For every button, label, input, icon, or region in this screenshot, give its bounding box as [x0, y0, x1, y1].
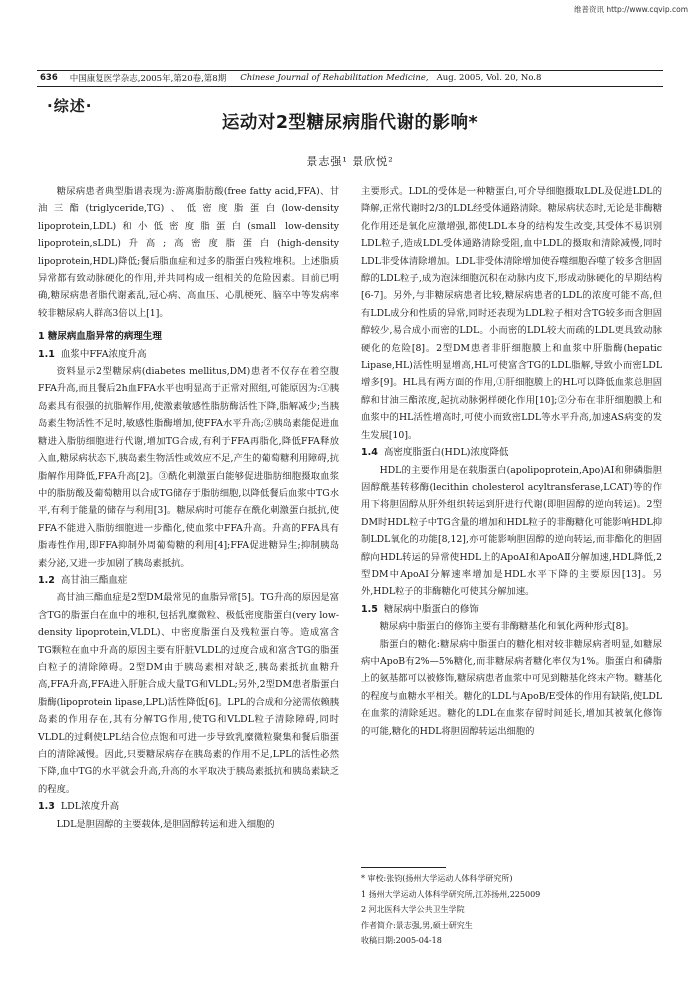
- paragraph: 资料显示2型糖尿病(diabetes mellitus,DM)患者不仅存在着空腹FFA升高,而且餐后2h血FFA水平也明显高于正常对照组,可能原因为:①胰岛素具有很强的抗脂解作用,使激素敏感性脂肪酶活性下降,脂解减少;当胰岛素生物活性不足时,敏感性脂酶增加,使FFA水平升高;②胰岛素能促进血糖进入脂肪细胞进行代谢,增加TG合成,有利于FFA再脂化,降低FFA释放入血,糖尿病状态下,胰岛素生物活性或效应不足,产生的葡萄糖利用障碍,抗脂解作用降低,FFA升高[2]。③酰化刺激蛋白能够促进脂肪细胞摄取血浆中的脂肪酸及葡萄糖用以合成TG储存于脂肪细胞,以降低餐后血浆中TG水平,有利于能量的储存与利用[3]。糖尿病时可能存在酰化刺激蛋白抵抗,使FFA不能进入脂肪细胞进一步酯化,使血浆中FFA升高。升高的FFA具有脂毒性作用,即FFA抑制外周葡萄糖的利用[4];FFA促进糖异生;抑制胰岛素分泌,又进一步加剧了胰岛素抵抗。: [38, 366, 339, 569]
- right-column: [361, 183, 662, 740]
- footnote-affiliation-2: 2 河北医科大学公共卫生学院: [361, 905, 465, 914]
- paragraph: LDL是胆固醇的主要载体,是胆固醇转运和进入细胞的: [56, 818, 275, 830]
- subsection-title: 糖尿病中脂蛋白的修饰: [383, 603, 479, 615]
- subsection-title: 高密度脂蛋白(HDL)浓度降低: [383, 447, 509, 459]
- watermark: 维普资讯 http://www.cqvip.com: [573, 5, 688, 14]
- subsection-title: 高甘油三酯血症: [60, 574, 128, 586]
- paragraph: HDL的主要作用是在载脂蛋白(apolipoprotein,Apo)AI和卵磷脂胆固醇酰基转移酶(lecithin cholesterol acyltransferase,LCAT)等的作用下将胆固醇从肝外组织转运到肝进行代谢(即胆固醇的逆向转运)。2型DM时HDL粒子中TG含量的增加和HDL粒子的非酶糖化可能影响HDL抑制LDL氧化的功能[8,12],亦可能影响胆固醇的逆向转运,而非酯化的胆固醇向HDL转运的异常使HDL上的ApoAI和ApoAⅡ分解加速,HDL降低,2型DM中ApoAI分解速率增加是HDL水平下降的主要原因[13]。另外,HDL粒子的非酶糖化可使其分解加速。: [361, 464, 662, 598]
- subsection-number: 1.3: [38, 801, 55, 813]
- subsection-heading: [38, 798, 339, 815]
- subsection-heading: [38, 572, 339, 589]
- footnote-rule: [361, 867, 446, 868]
- subsection-heading: [361, 601, 662, 618]
- left-column: [38, 183, 339, 833]
- footnote-author-bio: 作者简介:景志强,男,硕士研究生: [361, 920, 473, 930]
- issue-info-en: Aug. 2005, Vol. 20, No.8: [436, 73, 542, 83]
- footnote-affiliation-1: 1 扬州大学运动人体科学研究所,江苏扬州,225009: [361, 889, 541, 899]
- subsection-title: 血浆中FFA浓度升高: [60, 348, 147, 360]
- subsection-title: LDL浓度升高: [60, 801, 120, 813]
- author-line: 景志强¹ 景欣悦²: [306, 155, 394, 168]
- section-tag: ·综述·: [47, 97, 93, 115]
- paragraph: 脂蛋白的糖化:糖尿病中脂蛋白的糖化相对较非糖尿病者明显,如糖尿病中ApoB有2%—5%糖化,而非糖尿病者糖化率仅为1%。脂蛋白和磷脂上的氨基都可以被修饰,糖尿病患者血浆中可见到糖基化终末产物。糖基化的程度与血糖水平相关。糖化的LDL与ApoB/E受体的作用有缺陷,使LDL在血浆的清除延迟。糖化的LDL在血浆存留时间延长,增加其被氧化修饰的可能,糖化的HDL将胆固醇转运出细胞的: [361, 638, 662, 737]
- paragraph: 主要形式。LDL的受体是一种糖蛋白,可介导细胞摄取LDL及促进LDL的降解,正常代谢时2/3的LDL经受体通路清除。糖尿病状态时,无论是非酶糖化作用还是氧化应激增强,都使LDL本身的结构发生改变,其受体不易识别LDL粒子,造成LDL受体通路清除受阻,血中LDL的摄取和清除减慢,同时LDL非受体清除增加。LDL非受体清除增加使吞噬细胞吞噬了较多含胆固醇的LDL粒子,成为泡沫细胞沉积在动脉内皮下,形成动脉硬化的早期结构[6-7]。另外,与非糖尿病患者比较,糖尿病患者的LDL的浓度可能不高,但有LDL成分和性质的异常,同时还表现为LDL粒子相对含TG较多而含胆固醇较少,易合成小而密的LDL。小而密的LDL较大而疏的LDL更具致动脉硬化的危险[8]。2型DM患者非肝细胞膜上和血浆中肝脂酶(hepatic Lipase,HL)活性明显增高,HL可使富含TG的LDL脂解,导致小而密LDL增多[9]。HL具有两方面的作用,①肝细胞膜上的HL可以降低血浆总胆固醇和甘油三酯浓度,起抗动脉粥样硬化作用[10];②分布在非肝细胞膜上和血浆中的HL活性增高时,可使小而致密LDL等水平升高,加速AS病变的发生发展[10]。: [361, 186, 662, 441]
- subsection-heading: [361, 444, 662, 461]
- article-title: 运动对2型糖尿病脂代谢的影响*: [221, 113, 479, 133]
- footnote-reviewer: * 审校:张钧(扬州大学运动人体科学研究所): [361, 874, 513, 883]
- footnote-received-date: 收稿日期:2005-04-18: [361, 936, 442, 945]
- section-heading: 1 糖尿病血脂异常的病理生理: [38, 331, 162, 343]
- paragraph: 高甘油三酯血症是2型DM最常见的血脂异常[5]。TG升高的原因是富含TG的脂蛋白在血中的堆积,包括乳糜微粒、极低密度脂蛋白(very low-density lipoprotein,VLDL)、中密度脂蛋白及残粒蛋白等。造成富含TG颗粒在血中升高的原因主要有肝脏VLDL的过度合成和富含TG的脂蛋白粒子的清除障碍。2型DM由于胰岛素相对缺乏,胰岛素抵抗血糖升高,FFA升高,FFA进入肝脏合成大量TG和VLDL;另外,2型DM患者脂蛋白脂酶(lipoprotein lipase,LPL)活性降低[6]。LPL的合成和分泌需依赖胰岛素的作用存在,其有分解TG作用,使TG和VLDL粒子清除障碍,同时VLDL的过剩使LPL结合位点饱和可进一步导致乳糜微粒聚集和餐后脂蛋白的清除减慢。因此,只要糖尿病存在胰岛素的作用不足,LPL的活性必然下降,血中TG的水平就会升高,升高的水平取决于胰岛素抵抗和胰岛素缺乏的程度。: [38, 592, 339, 795]
- subsection-number: 1.2: [38, 574, 55, 586]
- running-head: [37, 71, 663, 85]
- paragraph: 糖尿病中脂蛋白的修饰主要有非酶糖基化和氧化两种形式[8]。: [379, 621, 635, 633]
- subsection-number: 1.5: [361, 603, 378, 615]
- footnotes: [361, 867, 662, 949]
- header-rule-bottom: [37, 86, 663, 87]
- paragraph: 糖尿病患者典型脂谱表现为:游离脂肪酸(free fatty acid,FFA)、甘油三酯(triglyceride,TG)、低密度脂蛋白(low-density lipoprotein,LDL)和小低密度脂蛋白(small low-density lipoprotein,sLDL)升高;高密度脂蛋白(high-density lipoprotein,HDL)降低;餐后脂血症和过多的脂蛋白残粒堆积。上述脂质异常都有致动脉硬化的作用,并共同构成一组相关的危险因素。目前已明确,糖尿病患者脂代谢紊乱,冠心病、高血压、心肌梗死、脑卒中等发病率较非糖尿病人群高3倍以上[1]。: [38, 186, 339, 319]
- subsection-heading: [38, 346, 339, 363]
- page-number: 636: [40, 73, 58, 83]
- journal-name-en: Chinese Journal of Rehabilitation Medicine,: [240, 73, 429, 83]
- subsection-number: 1.1: [38, 348, 55, 360]
- subsection-number: 1.4: [361, 447, 378, 459]
- journal-name-cn: 中国康复医学杂志,2005年,第20卷,第8期: [69, 74, 227, 84]
